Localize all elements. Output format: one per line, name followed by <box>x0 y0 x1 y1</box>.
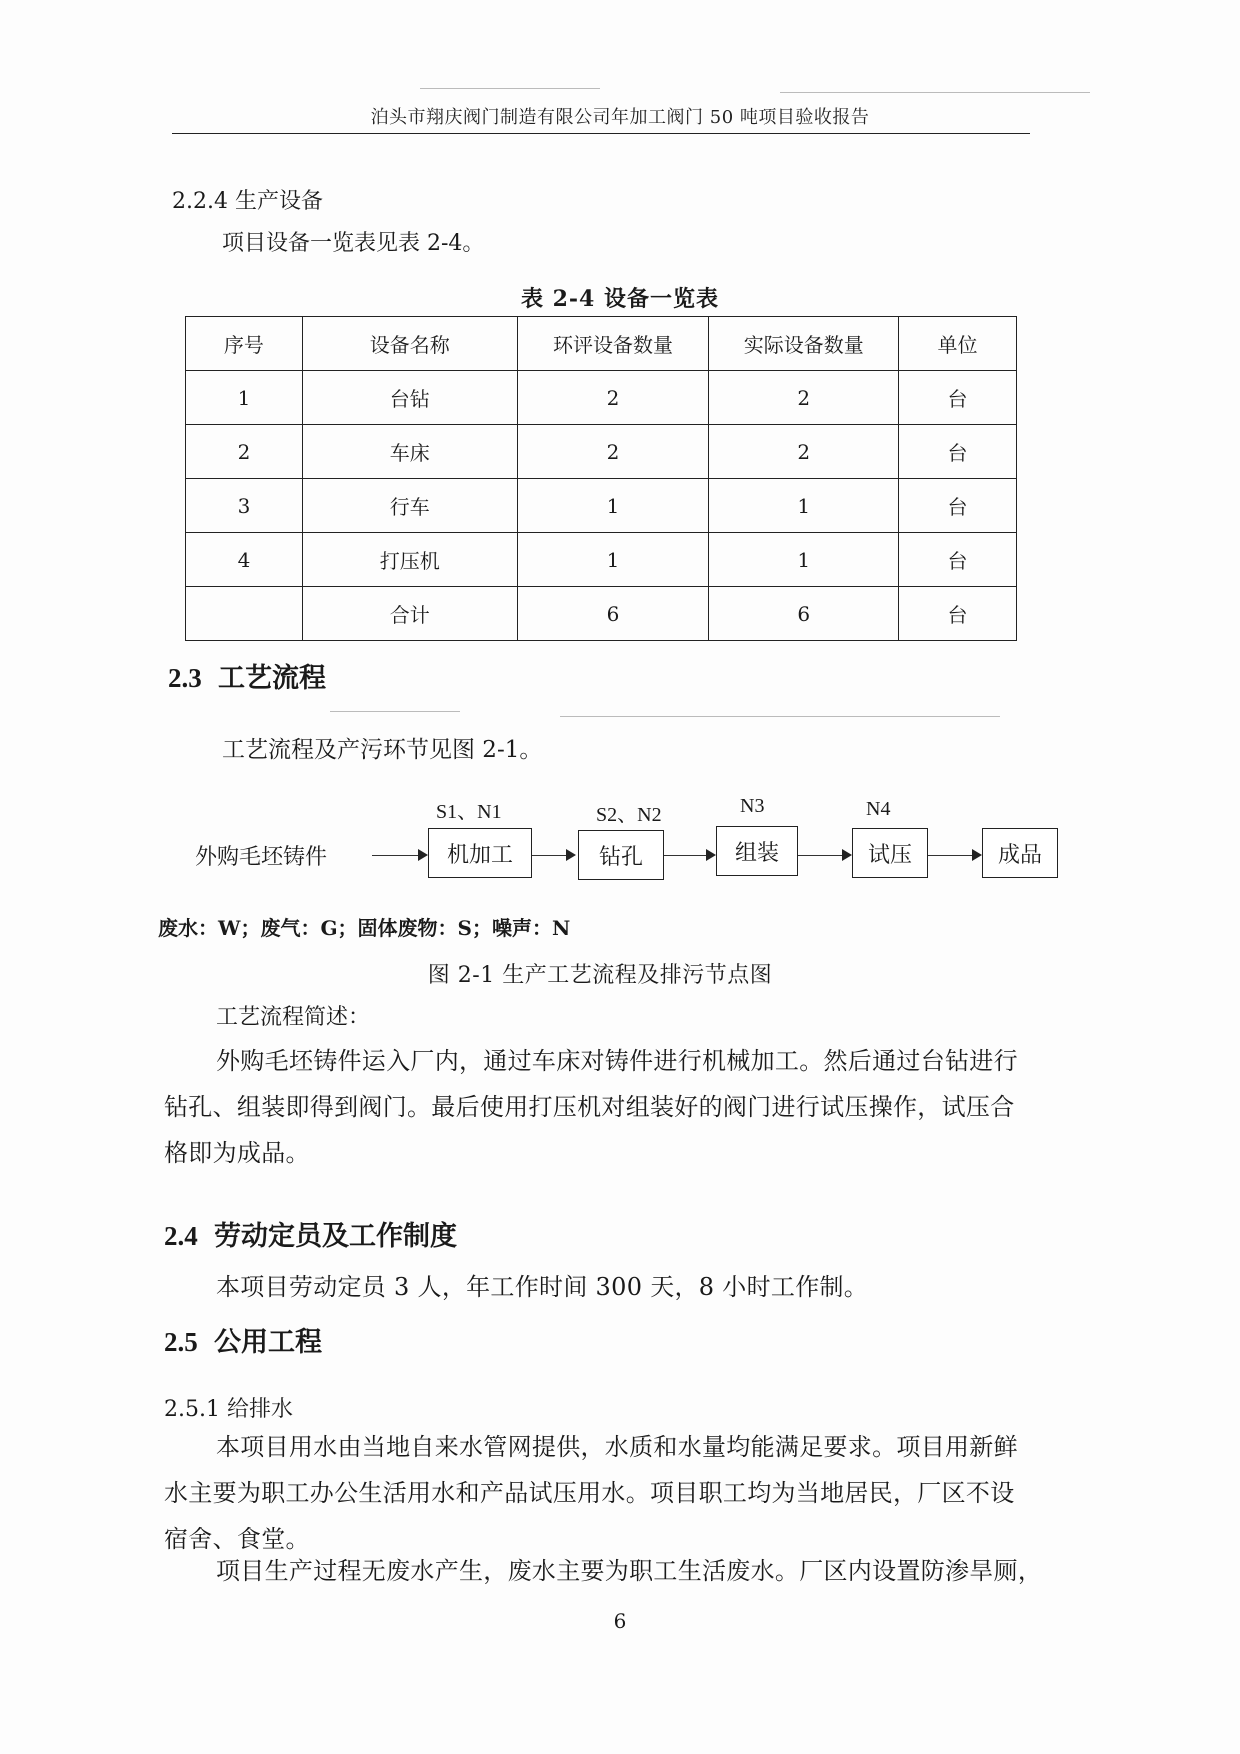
table-row <box>186 425 1017 479</box>
table-cell: 台 <box>899 533 1017 587</box>
process-desc-paragraph <box>164 1038 1044 1176</box>
table-cell: 行车 <box>302 479 517 533</box>
header-rule <box>172 133 1030 134</box>
equipment-table <box>185 316 1017 641</box>
flow-arrow <box>798 855 850 856</box>
scan-artifact <box>420 88 600 89</box>
table-cell: 1 <box>517 479 709 533</box>
table-cell: 车床 <box>302 425 517 479</box>
col-header-index: 序号 <box>186 317 303 371</box>
flow-arrow <box>372 855 426 856</box>
flow-pollutant-label: N4 <box>866 798 891 820</box>
section-heading-2-4 <box>164 1214 457 1253</box>
running-header: 泊头市翔庆阀门制造有限公司年加工阀门 50 吨项目验收报告 <box>370 107 870 128</box>
table-cell: 2 <box>517 371 709 425</box>
flow-intro: 工艺流程及产污环节见图 2-1。 <box>222 737 543 763</box>
table-cell: 台 <box>899 479 1017 533</box>
section-heading-2-3 <box>168 656 326 695</box>
table-cell: 3 <box>186 479 303 533</box>
table-cell: 台 <box>899 425 1017 479</box>
table-cell: 2 <box>709 371 899 425</box>
table-cell: 1 <box>186 371 303 425</box>
flow-pollutant-label: N3 <box>740 795 765 817</box>
flow-legend: 废水：W；废气：G；固体废物：S；噪声：N <box>158 916 571 940</box>
text-line: 外购毛坯铸件运入厂内，通过车床对铸件进行机械加工。然后通过台钻进行 <box>216 1047 1018 1075</box>
process-desc-heading: 工艺流程简述： <box>216 1005 371 1030</box>
flow-pollutant-label: S2、N2 <box>596 804 662 826</box>
col-header-unit: 单位 <box>899 317 1017 371</box>
table-cell: 台 <box>899 371 1017 425</box>
water-paragraph-2: 项目生产过程无废水产生，废水主要为职工生活废水。厂区内设置防渗旱厕， <box>216 1557 1043 1585</box>
table-header-row <box>186 317 1017 371</box>
flow-pollutant-label: S1、N1 <box>436 801 502 823</box>
flow-step-box: 机加工 <box>428 828 532 878</box>
figure-caption: 图 2-1 生产工艺流程及排污节点图 <box>427 963 773 988</box>
table-row <box>186 371 1017 425</box>
table-cell: 合计 <box>302 587 517 641</box>
table-row <box>186 479 1017 533</box>
table-caption: 表 2-4 设备一览表 <box>520 286 720 312</box>
table-row <box>186 533 1017 587</box>
table-cell: 打压机 <box>302 533 517 587</box>
table-cell: 2 <box>709 425 899 479</box>
table-cell: 2 <box>517 425 709 479</box>
section-title: 公用工程 <box>214 1327 322 1358</box>
subsection-heading-2-5-1: 2.5.1 给排水 <box>164 1397 293 1422</box>
section-heading-2-5 <box>164 1320 322 1359</box>
subsection-heading-2-2-4: 2.2.4 生产设备 <box>172 189 323 214</box>
table-cell: 6 <box>709 587 899 641</box>
staffing-text: 本项目劳动定员 3 人，年工作时间 300 天，8 小时工作制。 <box>216 1273 869 1301</box>
table-cell: 台钻 <box>302 371 517 425</box>
flow-step-box: 试压 <box>852 828 928 878</box>
table-cell: 1 <box>709 479 899 533</box>
table-row-total <box>186 587 1017 641</box>
page-number: 6 <box>613 1609 627 1633</box>
flow-step-box-final: 成品 <box>982 828 1058 878</box>
section-number: 2.3 <box>168 663 202 693</box>
section-number: 2.4 <box>164 1221 198 1251</box>
table-cell: 4 <box>186 533 303 587</box>
flow-step-box: 组装 <box>716 826 798 876</box>
col-header-eia-qty: 环评设备数量 <box>517 317 709 371</box>
scan-artifact <box>330 711 460 712</box>
col-header-name: 设备名称 <box>302 317 517 371</box>
flow-step-box: 钻孔 <box>578 830 664 880</box>
flow-start-label: 外购毛坯铸件 <box>195 845 328 870</box>
text-line: 本项目用水由当地自来水管网提供，水质和水量均能满足要求。项目用新鲜 <box>216 1433 1018 1461</box>
table-cell: 2 <box>186 425 303 479</box>
text-line: 宿舍、食堂。 <box>164 1525 310 1553</box>
scan-artifact <box>560 716 1000 717</box>
table-intro: 项目设备一览表见表 2-4。 <box>222 231 485 256</box>
flow-arrow <box>532 855 574 856</box>
scan-artifact <box>780 92 1090 93</box>
section-title: 工艺流程 <box>218 663 326 694</box>
table-cell: 台 <box>899 587 1017 641</box>
flow-arrow <box>664 855 714 856</box>
table-cell: 1 <box>709 533 899 587</box>
text-line: 格即为成品。 <box>164 1139 310 1167</box>
flow-arrow <box>928 855 980 856</box>
text-line: 水主要为职工办公生活用水和产品试压用水。项目职工均为当地居民，厂区不设 <box>164 1479 1015 1507</box>
section-title: 劳动定员及工作制度 <box>214 1221 457 1252</box>
table-cell <box>186 587 303 641</box>
water-paragraph-1 <box>164 1424 1044 1562</box>
text-line: 钻孔、组装即得到阀门。最后使用打压机对组装好的阀门进行试压操作，试压合 <box>164 1093 1015 1121</box>
col-header-actual-qty: 实际设备数量 <box>709 317 899 371</box>
section-number: 2.5 <box>164 1327 198 1357</box>
table-cell: 6 <box>517 587 709 641</box>
table-cell: 1 <box>517 533 709 587</box>
